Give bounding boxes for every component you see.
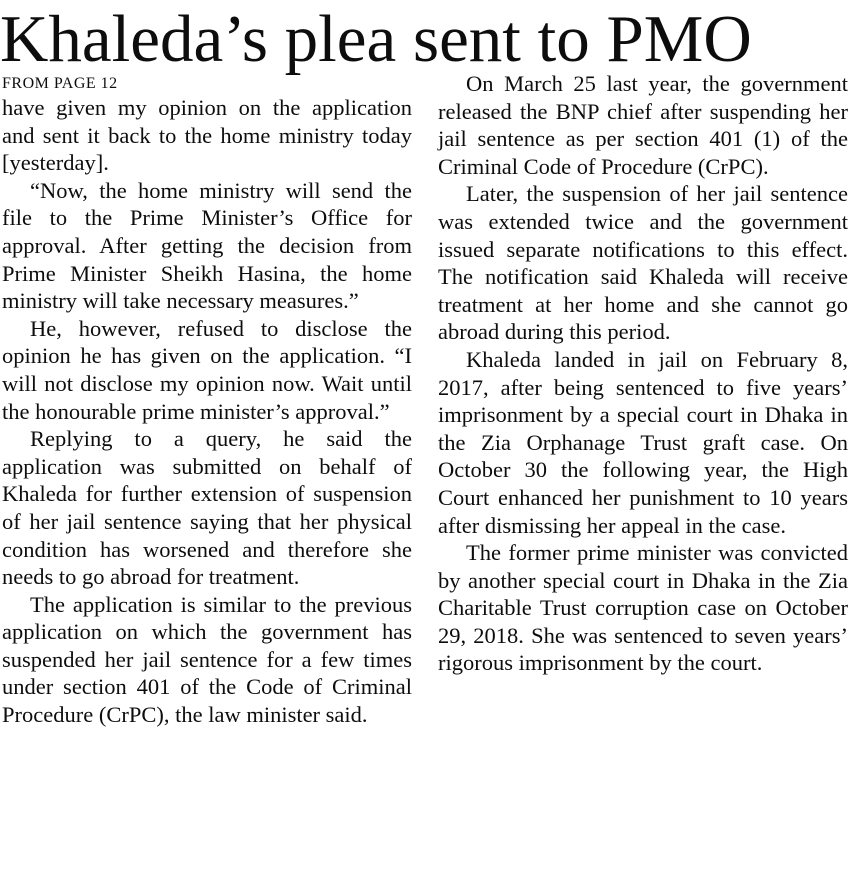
paragraph: “Now, the home ministry will send the file to the Prime Minister’s Office for approval. After getting the decision from Prime Minister Sheikh Hasina, the home ministry will take necessary measures.”: [2, 177, 412, 314]
paragraph: have given my opinion on the application and sent it back to the home ministry today [yesterday].: [2, 95, 412, 176]
paragraph: On March 25 last year, the government released the BNP chief after suspending her jail sentence as per section 401 (1) of the Criminal Code of Procedure (CrPC).: [438, 71, 848, 179]
paragraph: Replying to a query, he said the application was submitted on behalf of Khaleda for further extension of suspension of her jail sentence saying that her physical condition has worsened and therefore she needs to go abroad for treatment.: [2, 426, 412, 590]
article-headline: Khaleda’s plea sent to PMO: [0, 2, 752, 76]
paragraph: The application is similar to the previous application on which the government has suspended her jail sentence for a few times under section 401 of the Code of Criminal Procedure (CrPC), the law minister said.: [2, 591, 412, 728]
paragraph: Khaleda landed in jail on February 8, 2017, after being sentenced to five years’ imprisonment by a special court in Dhaka in the Zia Orphanage Trust graft case. On October 30 the following year, the High Court enhanced her punishment to 10 years after dismissing her appeal in the case.: [438, 346, 848, 538]
paragraph: He, however, refused to disclose the opinion he has given on the application. “I will not disclose my opinion now. Wait until the honourable prime minister’s approval.”: [2, 315, 412, 424]
paragraph: Later, the suspension of her jail sentence was extended twice and the government issued separate notifications to this effect. The notification said Khaleda will receive treatment at her home and she cannot go abroad during this period.: [438, 181, 848, 345]
paragraph: The former prime minister was convicted by another special court in Dhaka in the Zia Charitable Trust corruption case on October 29, 2018. She was sentenced to seven years’ rigorous imprisonment by the court.: [438, 540, 848, 676]
right-column: [438, 70, 848, 677]
left-column: [2, 74, 412, 729]
continuation-kicker: FROM PAGE 12: [2, 75, 118, 92]
